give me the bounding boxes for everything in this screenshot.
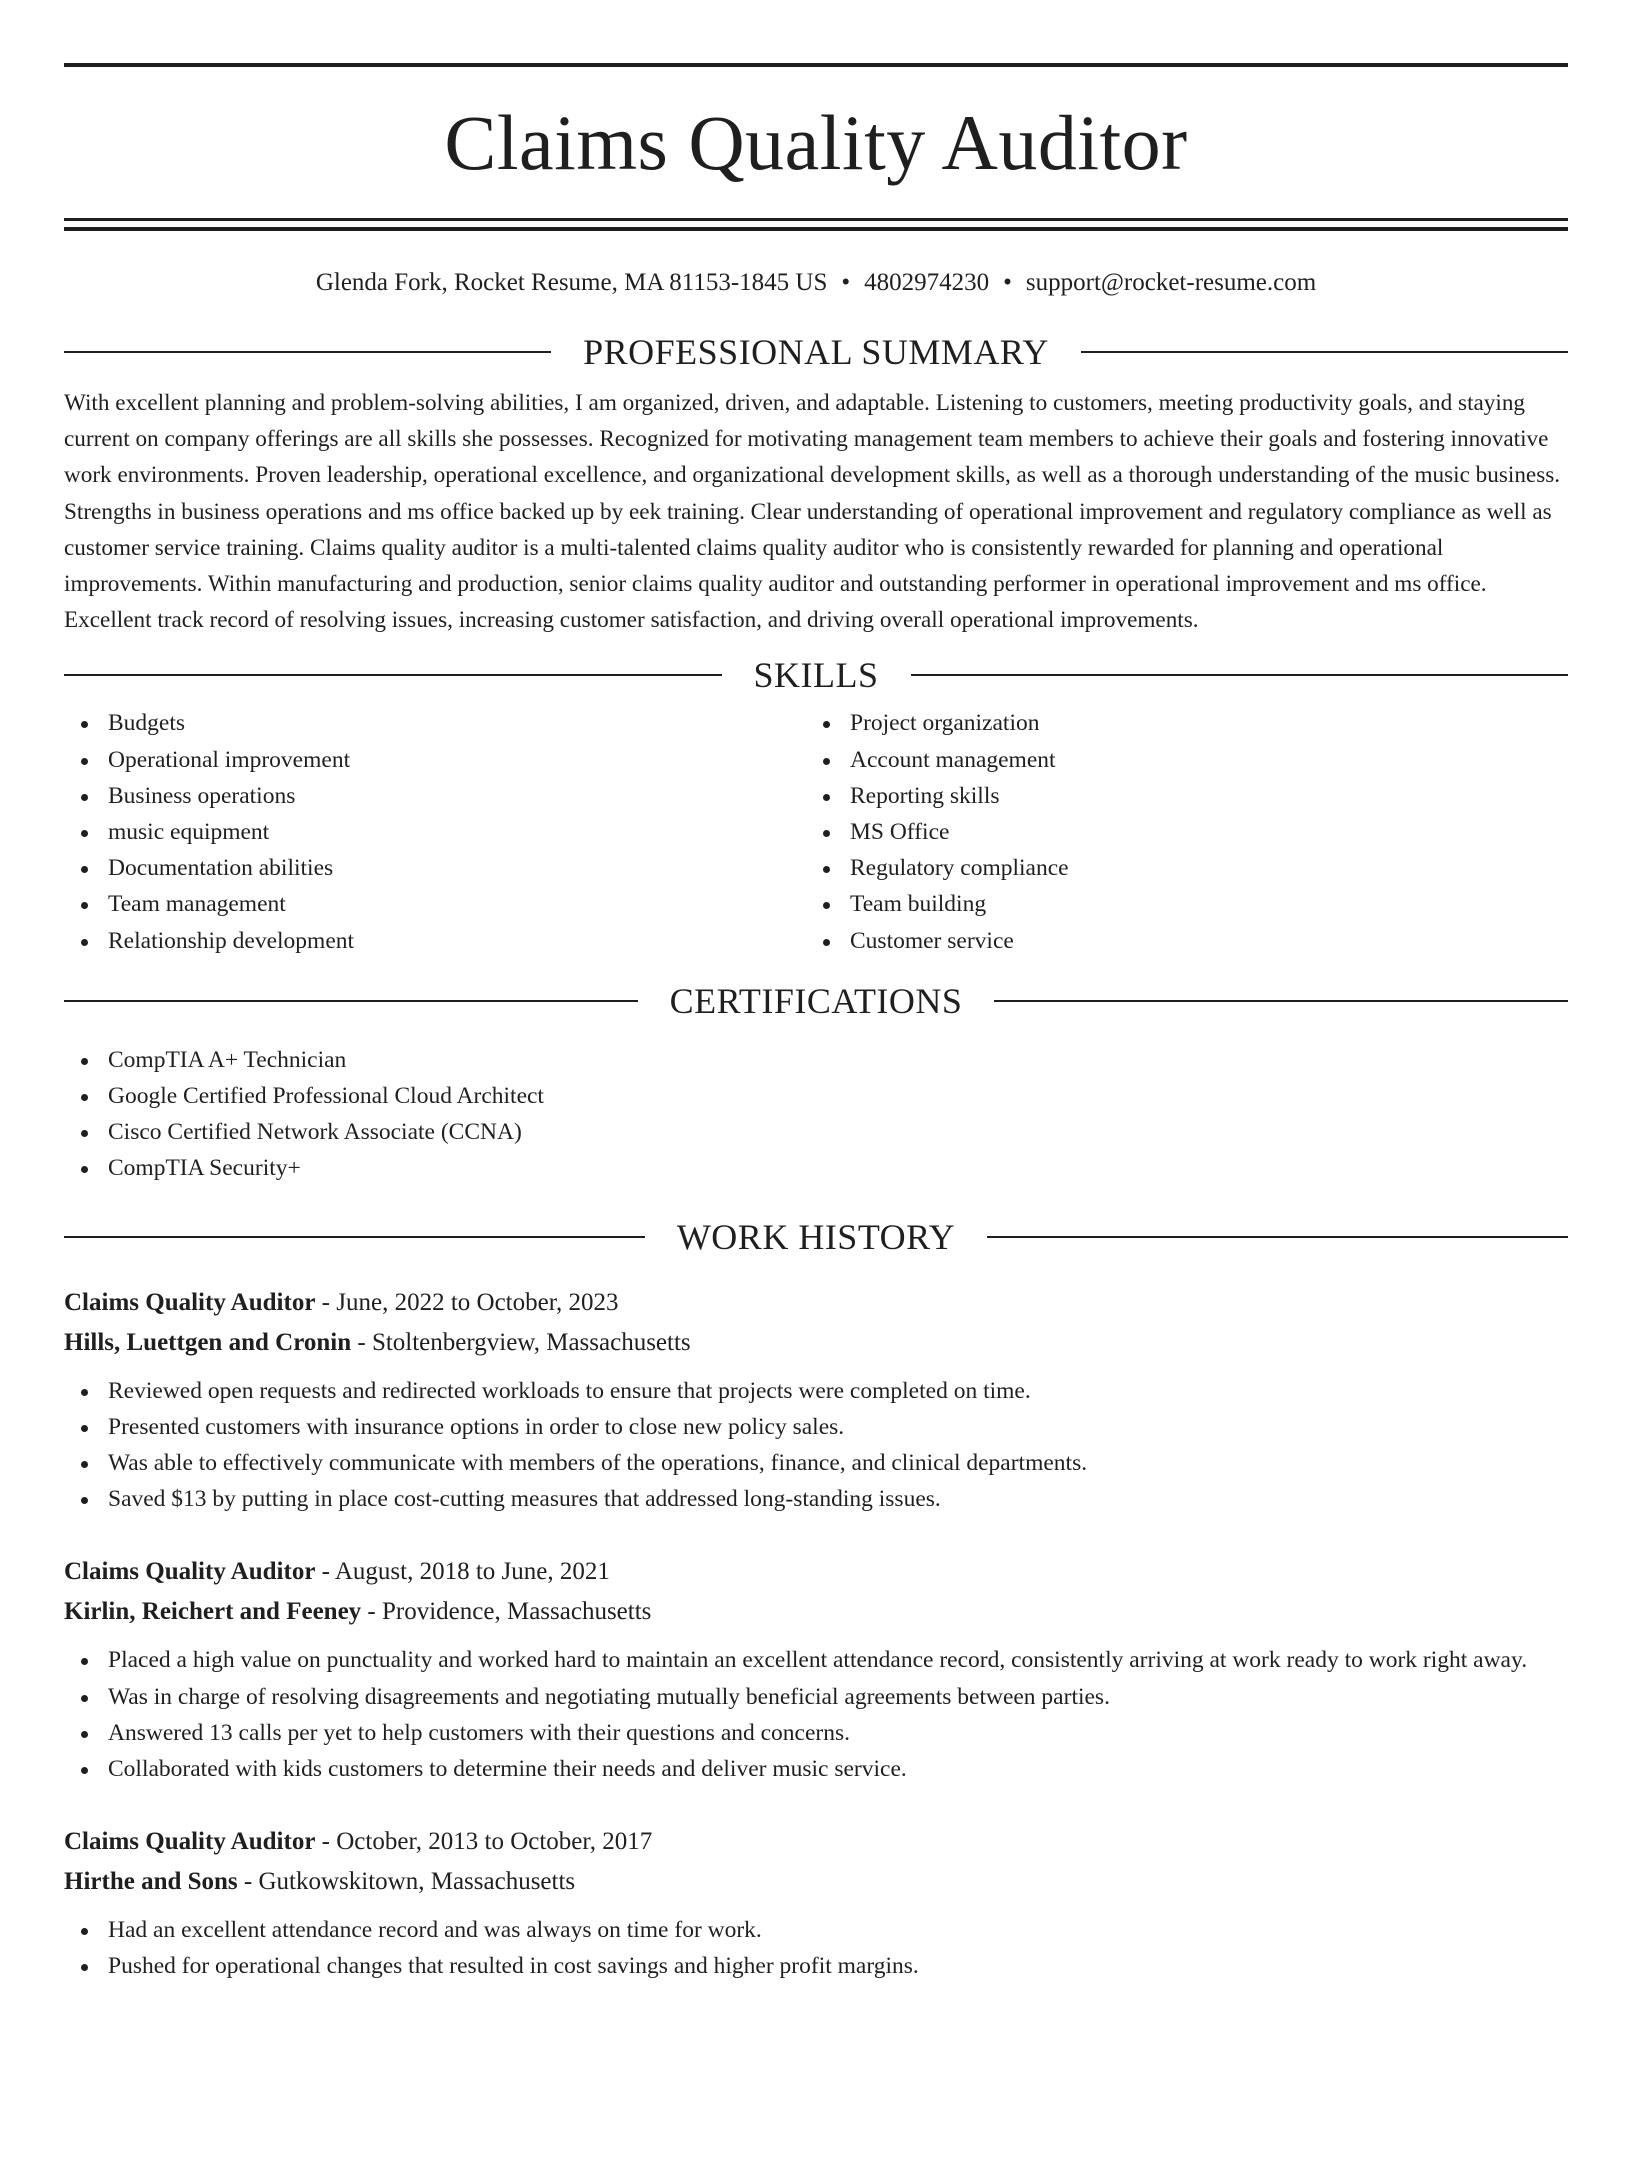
skill-item: Documentation abilities [64,850,806,886]
skill-item: Customer service [806,923,1548,959]
work-history-list [64,1288,1568,1985]
job-location: Gutkowskitown, Massachusetts [258,1868,576,1896]
job-bullet-list [64,1373,1568,1518]
job-title: Claims Quality Auditor [64,1828,316,1856]
job-entry [64,1288,1568,1518]
job-bullet: Pushed for operational changes that resulted in cost savings and higher profit margins. [64,1948,1568,1984]
job-bullet-list [64,1912,1568,1984]
job-bullet: Had an excellent attendance record and was always on time for work. [64,1912,1568,1948]
job-title-line: Claims Quality Auditor - August, 2018 to June, 2021 [64,1558,610,1586]
skill-item: Reporting skills [806,778,1548,814]
job-bullet: Placed a high value on punctuality and worked hard to maintain an excellent attendance record, consistently arriving at work ready to work right away. [64,1642,1568,1678]
job-entry [64,1557,1568,1787]
skills-heading [64,655,1568,695]
job-title-line: Claims Quality Auditor - October, 2013 to October, 2017 [64,1828,653,1856]
top-rule [64,63,1568,67]
job-bullet-list [64,1642,1568,1787]
skill-item: Operational improvement [64,742,806,778]
skill-item: Budgets [64,705,806,741]
contact-address: Glenda Fork, Rocket Resume, MA 81153-1845 US [315,269,828,296]
certification-item: CompTIA A+ Technician [64,1042,1568,1078]
job-title: Claims Quality Auditor [64,1288,316,1316]
job-bullet: Collaborated with kids customers to determine their needs and deliver music service. [64,1751,1568,1787]
skill-item: Regulatory compliance [806,850,1548,886]
job-title-line: Claims Quality Auditor - June, 2022 to October, 2023 [64,1288,619,1316]
summary-paragraph: With excellent planning and problem-solving abilities, I am organized, driven, and adaptable. Listening to customers, meeting productivity goals, and staying current on company offerings are all skills she possesses. Recognized for motivating management team members to achieve their goals and fostering innovative work environments. Proven leadership, operational excellence, and organizational development skills, as well as a thorough understanding of the music business. Strengths in business operations and ms office backed up by eek training. Clear understanding of operational improvement and regulatory compliance as well as customer service training. Claims quality auditor is a multi-talented claims quality auditor who is consistently rewarded for planning and operational improvements. Within manufacturing and production, senior claims quality auditor and outstanding performer in operational improvement and ms office. Excellent track record of resolving issues, increasing customer satisfaction, and driving overall operational improvements. [64,390,1561,634]
skills-column-left [64,705,806,958]
job-bullet: Was in charge of resolving disagreements and negotiating mutually beneficial agreements between parties. [64,1679,1568,1715]
skill-item: Team management [64,886,806,922]
skill-item: Project organization [806,705,1548,741]
skill-item: Business operations [64,778,806,814]
skills-list [64,705,1568,958]
certification-item: Google Certified Professional Cloud Architect [64,1078,1568,1114]
skills-column-right [806,705,1548,958]
certification-item: CompTIA Security+ [64,1150,1568,1186]
job-dates: October, 2013 to October, 2017 [336,1828,653,1856]
job-company-line: Hills, Luettgen and Cronin - Stoltenbergview, Massachusetts [64,1328,691,1356]
title-double-rule [64,218,1568,231]
certification-item: Cisco Certified Network Associate (CCNA) [64,1114,1568,1150]
job-dates: August, 2018 to June, 2021 [334,1558,610,1586]
job-company-line: Kirlin, Reichert and Feeney - Providence, Massachusetts [64,1598,652,1626]
job-bullet: Was able to effectively communicate with members of the operations, finance, and clinical departments. [64,1445,1568,1481]
job-company: Kirlin, Reichert and Feeney [64,1598,362,1626]
contact-separator: • [1003,269,1012,296]
skill-item: Team building [806,886,1548,922]
work-history-heading [64,1217,1568,1257]
skill-item: music equipment [64,814,806,850]
job-entry [64,1827,1568,1984]
job-company: Hills, Luettgen and Cronin [64,1328,352,1356]
skill-item: Account management [806,742,1548,778]
certifications-heading-label: CERTIFICATIONS [669,980,963,1021]
job-location: Stoltenbergview, Massachusetts [371,1328,691,1356]
job-location: Providence, Massachusetts [382,1598,652,1626]
work-history-heading-label: WORK HISTORY [676,1216,956,1257]
job-company: Hirthe and Sons [64,1868,238,1896]
certifications-heading [64,981,1568,1021]
job-bullet: Reviewed open requests and redirected workloads to ensure that projects were completed on time. [64,1373,1568,1409]
contact-phone: 4802974230 [864,269,990,296]
skill-item: Relationship development [64,923,806,959]
job-bullet: Saved $13 by putting in place cost-cutting measures that addressed long-standing issues. [64,1481,1568,1517]
job-bullet: Answered 13 calls per yet to help customers with their questions and concerns. [64,1715,1568,1751]
summary-heading-label: PROFESSIONAL SUMMARY [583,332,1049,372]
contact-line [64,268,1568,298]
job-company-line: Hirthe and Sons - Gutkowskitown, Massachusetts [64,1868,576,1896]
skills-heading-label: SKILLS [753,655,879,696]
job-dates: June, 2022 to October, 2023 [336,1288,619,1316]
resume-title: Claims Quality Auditor [444,99,1188,186]
contact-email[interactable]: support@rocket-resume.com [1025,269,1317,296]
skill-item: MS Office [806,814,1548,850]
job-bullet: Presented customers with insurance options in order to close new policy sales. [64,1409,1568,1445]
resume-page [64,63,1568,1985]
job-title: Claims Quality Auditor [64,1558,316,1586]
contact-separator: • [841,269,851,296]
summary-heading [64,332,1568,372]
certifications-list [64,1042,1568,1187]
